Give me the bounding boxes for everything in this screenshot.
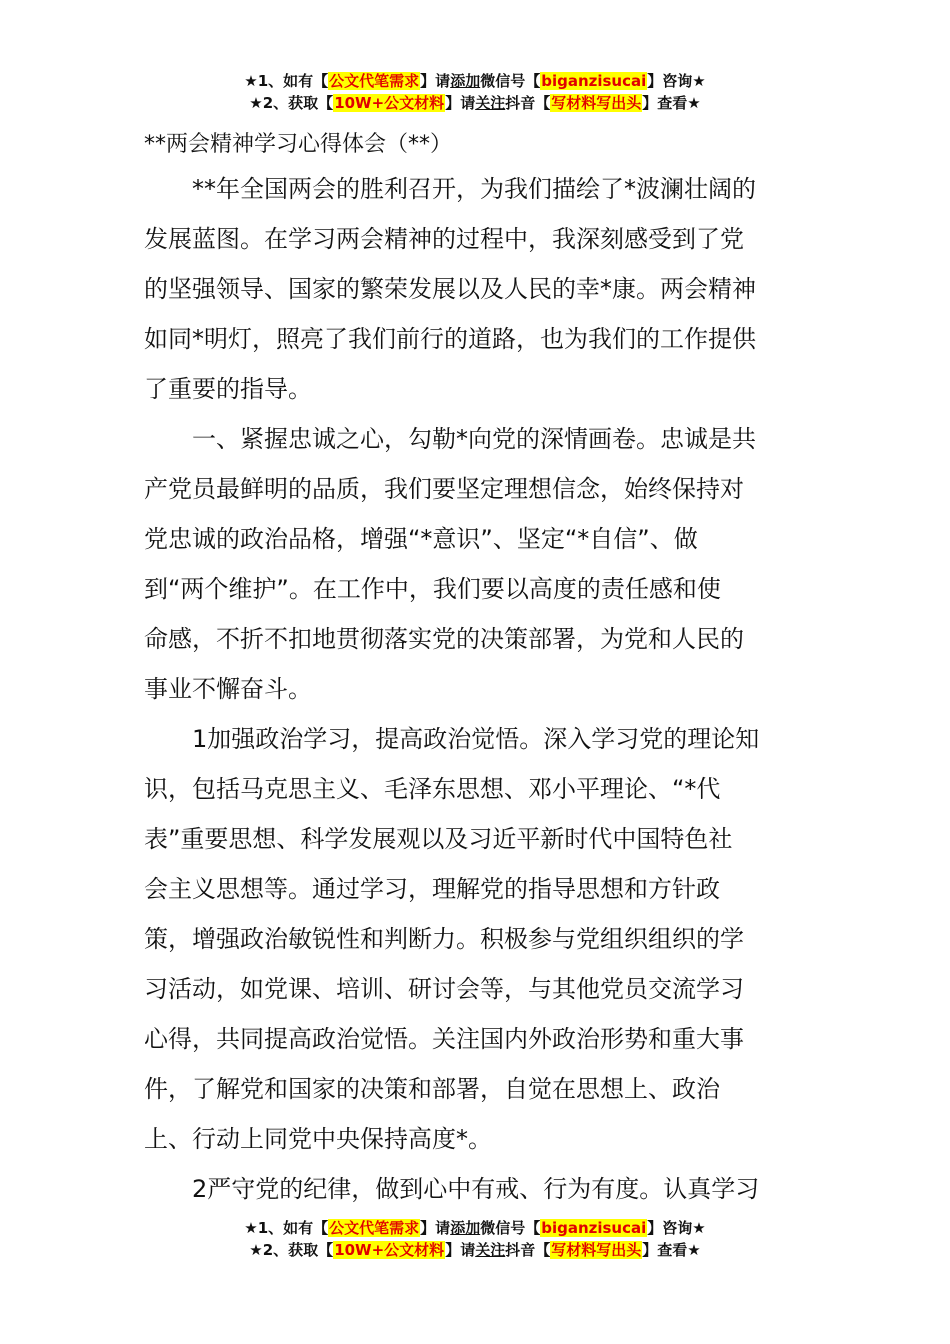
highlight-service: 公文代笔需求 — [329, 72, 420, 90]
promo-text: ★1、如有【 — [244, 72, 329, 90]
promo-text: 抖音【 — [505, 1241, 551, 1259]
paragraph-item-2 — [144, 1164, 809, 1214]
highlight-service: 公文代笔需求 — [329, 1219, 420, 1237]
promo-text: 】请 — [420, 72, 451, 90]
text-line: 习活动，如党课、培训、研讨会等，与其他党员交流学习 — [144, 975, 744, 1003]
text-line: 2严守党的纪律，做到心中有戒、行为有度。认真学习 — [192, 1175, 760, 1203]
promo-text: 微信号【 — [480, 1219, 541, 1237]
promo-line-2 — [0, 92, 950, 114]
underlined-word: 关注 — [475, 94, 506, 112]
highlight-materials: 10W+公文材料 — [334, 1241, 445, 1259]
promo-banner-top — [0, 70, 950, 114]
highlight-douyin-account: 写材料写出头 — [551, 1241, 642, 1259]
promo-text: 】请 — [420, 1219, 451, 1237]
text-line: 上、行动上同党中央保持高度*。 — [144, 1125, 492, 1153]
text-line: 产党员最鲜明的品质，我们要坚定理想信念，始终保持对 — [144, 475, 744, 503]
text-line: 党忠诚的政治品格，增强“*意识”、坚定“*自信”、做 — [144, 525, 698, 553]
text-line: 识，包括马克思主义、毛泽东思想、邓小平理论、“*代 — [144, 775, 721, 803]
text-line: 会主义思想等。通过学习，理解党的指导思想和方针政 — [144, 875, 720, 903]
text-line: 策，增强政治敏锐性和判断力。积极参与党组织组织的学 — [144, 925, 744, 953]
promo-text: ★2、获取【 — [249, 1241, 334, 1259]
promo-text: 微信号【 — [480, 72, 541, 90]
promo-text: 】咨询★ — [647, 1219, 706, 1237]
paragraph-section-one — [144, 414, 809, 714]
highlight-wechat-id: biganzisucai — [541, 1219, 647, 1237]
text-line: 心得，共同提高政治觉悟。关注国内外政治形势和重大事 — [144, 1025, 744, 1053]
text-line: 到“两个维护”。在工作中，我们要以高度的责任感和使 — [144, 575, 721, 603]
promo-text: 】请 — [445, 94, 476, 112]
text-line: 一、紧握忠诚之心，勾勒*向党的深情画卷。忠诚是共 — [192, 425, 756, 453]
promo-line-1 — [0, 1217, 950, 1239]
promo-line-1 — [0, 70, 950, 92]
underlined-word: 关注 — [475, 1241, 506, 1259]
text-line: 发展蓝图。在学习两会精神的过程中，我深刻感受到了党 — [144, 225, 744, 253]
paragraph-item-1 — [144, 714, 809, 1164]
promo-text: 】查看★ — [642, 94, 701, 112]
text-line: **年全国两会的胜利召开，为我们描绘了*波澜壮阔的 — [192, 175, 756, 203]
promo-text: 】咨询★ — [647, 72, 706, 90]
paragraph-intro — [144, 164, 809, 414]
text-line: 的坚强领导、国家的繁荣发展以及人民的幸*康。两会精神 — [144, 275, 756, 303]
text-line: 了重要的指导。 — [144, 375, 312, 403]
document-title: **两会精神学习心得体会（**） — [144, 132, 453, 157]
document-body — [144, 128, 809, 1214]
promo-line-2 — [0, 1239, 950, 1261]
text-line: 如同*明灯，照亮了我们前行的道路，也为我们的工作提供 — [144, 325, 756, 353]
highlight-materials: 10W+公文材料 — [334, 94, 445, 112]
underlined-word: 添加 — [450, 72, 481, 90]
highlight-wechat-id: biganzisucai — [541, 72, 647, 90]
underlined-word: 添加 — [450, 1219, 481, 1237]
text-line: 事业不懈奋斗。 — [144, 675, 312, 703]
text-line: 命感，不折不扣地贯彻落实党的决策部署，为党和人民的 — [144, 625, 744, 653]
promo-text: ★2、获取【 — [249, 94, 334, 112]
promo-banner-bottom — [0, 1217, 950, 1261]
promo-text: 】请 — [445, 1241, 476, 1259]
promo-text: 】查看★ — [642, 1241, 701, 1259]
highlight-douyin-account: 写材料写出头 — [551, 94, 642, 112]
text-line: 表”重要思想、科学发展观以及习近平新时代中国特色社 — [144, 825, 733, 853]
text-line: 件，了解党和国家的决策和部署，自觉在思想上、政治 — [144, 1075, 720, 1103]
promo-text: 抖音【 — [505, 94, 551, 112]
promo-text: ★1、如有【 — [244, 1219, 329, 1237]
text-line: 1加强政治学习，提高政治觉悟。深入学习党的理论知 — [192, 725, 760, 753]
